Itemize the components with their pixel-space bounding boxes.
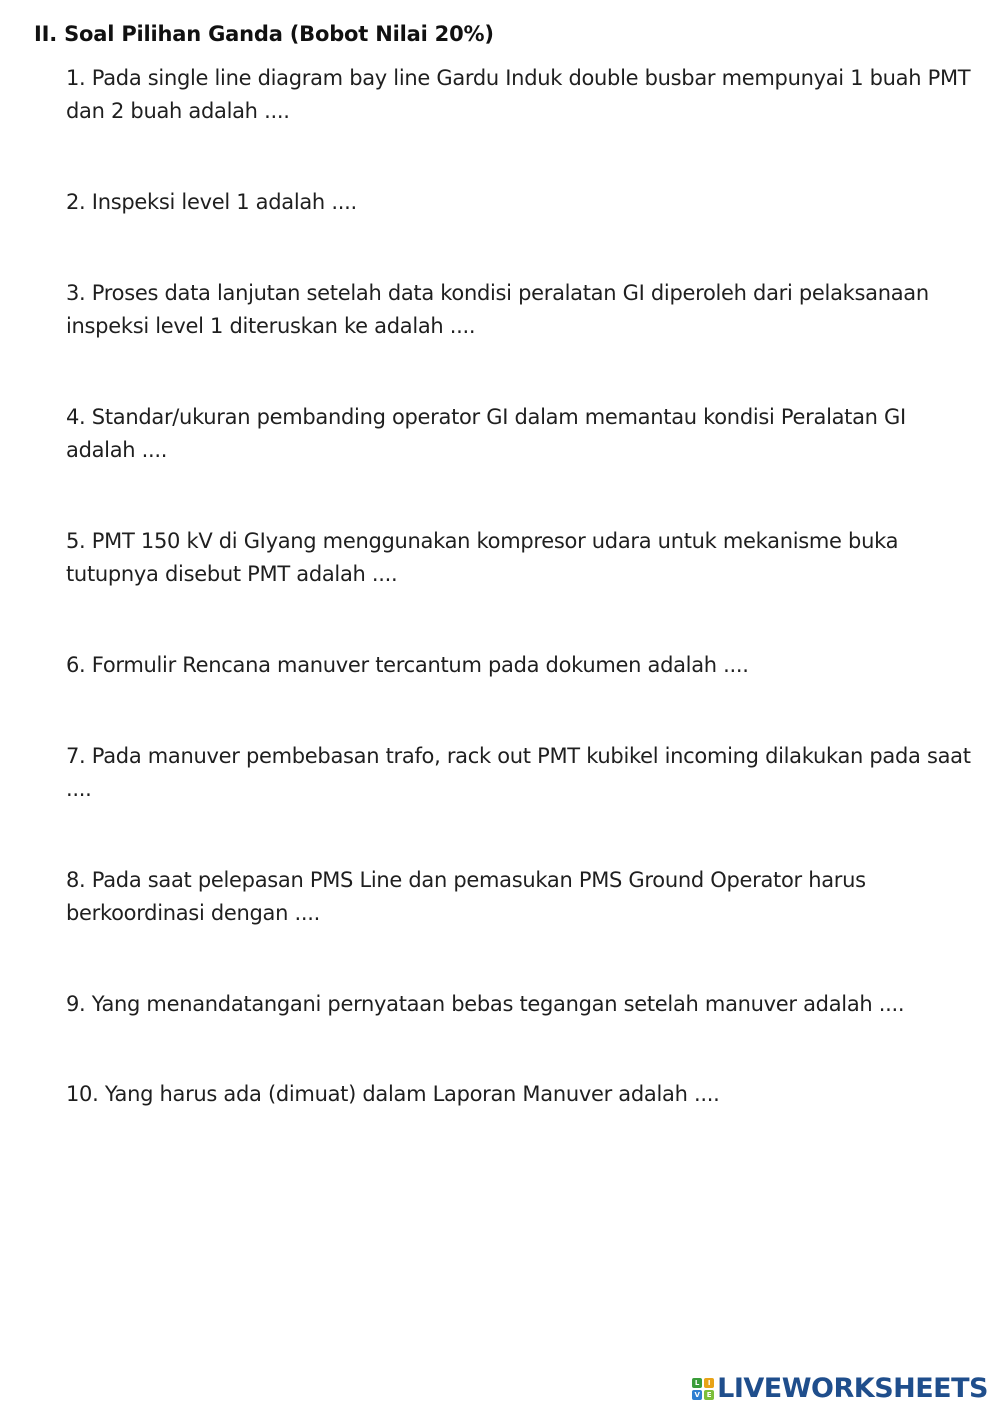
logo-tile-e: E (704, 1390, 714, 1400)
question-6: 6. Formulir Rencana manuver tercantum pada dokumen adalah .... (66, 653, 749, 677)
section-title: II. Soal Pilihan Ganda (Bobot Nilai 20%) (34, 22, 494, 46)
liveworksheets-logo-icon (692, 1378, 714, 1400)
brand-wordmark: LIVEWORKSHEETS (717, 1373, 988, 1404)
liveworksheets-brand (692, 1373, 988, 1404)
question-9: 9. Yang menandatangani pernyataan bebas tegangan setelah manuver adalah .... (66, 992, 905, 1016)
question-3: 3. Proses data lanjutan setelah data kondisi peralatan GI diperoleh dari pelaksanaan inspeksi level 1 diteruskan ke adalah .... (66, 281, 929, 338)
question-5: 5. PMT 150 kV di GIyang menggunakan kompresor udara untuk mekanisme buka tutupnya disebut PMT adalah .... (66, 529, 899, 586)
question-7: 7. Pada manuver pembebasan trafo, rack out PMT kubikel incoming dilakukan pada saat .... (66, 744, 971, 801)
logo-tile-l: L (692, 1378, 702, 1388)
question-2: 2. Inspeksi level 1 adalah .... (66, 190, 357, 214)
question-8: 8. Pada saat pelepasan PMS Line dan pemasukan PMS Ground Operator harus berkoordinasi dengan .... (66, 868, 866, 925)
logo-tile-i: I (704, 1378, 714, 1388)
logo-tile-v: V (692, 1390, 702, 1400)
question-1: 1. Pada single line diagram bay line Gardu Induk double busbar mempunyai 1 buah PMT dan 2 buah adalah .... (66, 66, 971, 123)
question-4: 4. Standar/ukuran pembanding operator GI dalam memantau kondisi Peralatan GI adalah .... (66, 405, 906, 462)
question-10: 10. Yang harus ada (dimuat) dalam Laporan Manuver adalah .... (66, 1082, 720, 1106)
